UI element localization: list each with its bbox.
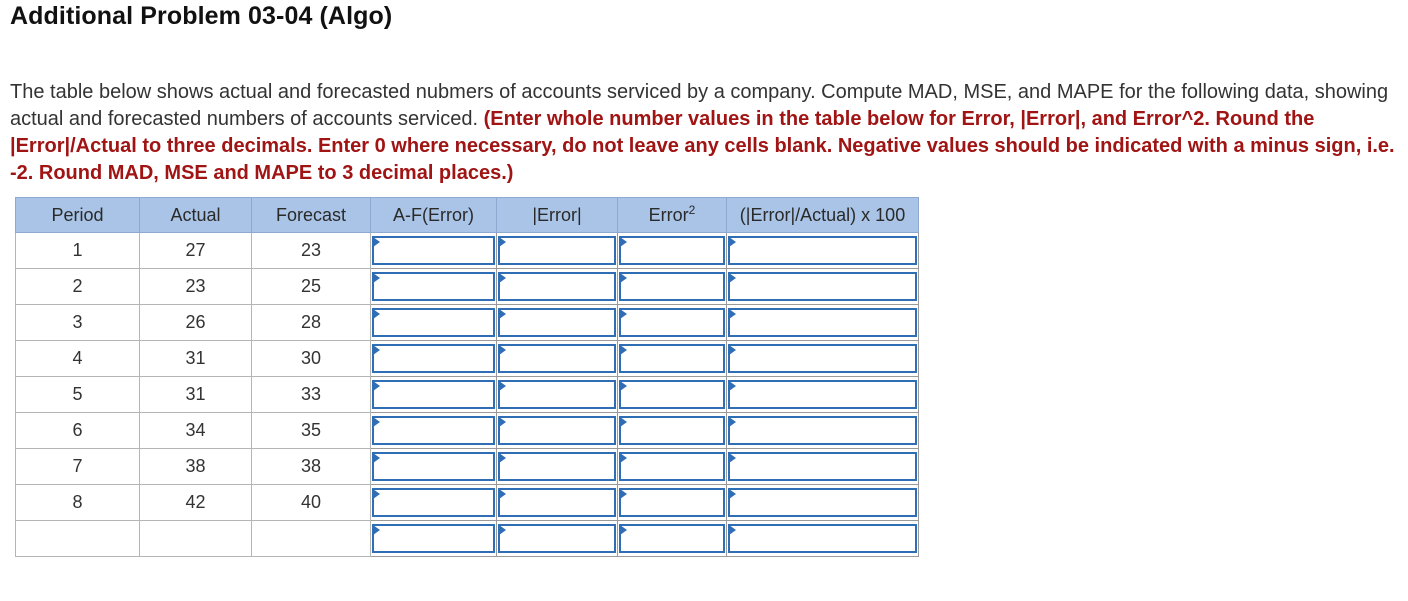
- field-marker-icon: [620, 309, 627, 319]
- table-row: [16, 449, 919, 485]
- cell-forecast: 40: [252, 485, 371, 521]
- table-row: [16, 305, 919, 341]
- cell-forecast: [252, 521, 371, 557]
- error-sq-input[interactable]: [619, 236, 725, 265]
- cell-pct-error: [727, 377, 919, 413]
- field-marker-icon: [373, 525, 380, 535]
- cell-pct-error: [727, 485, 919, 521]
- cell-pct-error: [727, 449, 919, 485]
- cell-error-sq: [618, 485, 727, 521]
- cell-period: 3: [16, 305, 140, 341]
- cell-abs-error: [497, 305, 618, 341]
- field-marker-icon: [373, 417, 380, 427]
- field-marker-icon: [729, 489, 736, 499]
- af-error-input[interactable]: [372, 236, 495, 265]
- cell-af-error: [371, 269, 497, 305]
- pct-error-input[interactable]: [728, 488, 917, 517]
- field-marker-icon: [729, 273, 736, 283]
- cell-error-sq: [618, 377, 727, 413]
- cell-actual: 27: [140, 233, 252, 269]
- cell-af-error: [371, 233, 497, 269]
- header-abs-error: |Error|: [497, 198, 618, 233]
- cell-abs-error: [497, 485, 618, 521]
- cell-period: 2: [16, 269, 140, 305]
- cell-actual: 38: [140, 449, 252, 485]
- af-error-input[interactable]: [372, 488, 495, 517]
- cell-af-error: [371, 413, 497, 449]
- header-pct-error: (|Error|/Actual) x 100: [727, 198, 919, 233]
- field-marker-icon: [620, 417, 627, 427]
- table-row: [16, 413, 919, 449]
- cell-actual: 26: [140, 305, 252, 341]
- cell-error-sq: [618, 521, 727, 557]
- field-marker-icon: [499, 273, 506, 283]
- field-marker-icon: [373, 489, 380, 499]
- problem-instructions: [10, 79, 1400, 187]
- abs-error-input[interactable]: [498, 488, 616, 517]
- cell-actual: 34: [140, 413, 252, 449]
- field-marker-icon: [729, 309, 736, 319]
- error-sq-input[interactable]: [619, 308, 725, 337]
- cell-period: 8: [16, 485, 140, 521]
- cell-pct-error: [727, 269, 919, 305]
- field-marker-icon: [729, 417, 736, 427]
- cell-forecast: 30: [252, 341, 371, 377]
- pct-error-input[interactable]: [728, 380, 917, 409]
- field-marker-icon: [729, 237, 736, 247]
- field-marker-icon: [373, 273, 380, 283]
- cell-pct-error: [727, 305, 919, 341]
- table-body: [16, 233, 919, 557]
- intro-text: The table below shows actual and forecasted nubmers of accounts serviced by a company. Compute MAD, MSE, and MAPE for the following data, showing actual and forecasted numbers of accounts serviced.: [10, 81, 1389, 130]
- field-marker-icon: [499, 309, 506, 319]
- cell-abs-error: [497, 269, 618, 305]
- abs-error-input[interactable]: [498, 416, 616, 445]
- field-marker-icon: [499, 417, 506, 427]
- table-row: [16, 377, 919, 413]
- forecast-error-table: [15, 197, 919, 557]
- cell-period: 7: [16, 449, 140, 485]
- af-error-input[interactable]: [372, 308, 495, 337]
- field-marker-icon: [499, 237, 506, 247]
- cell-period: 4: [16, 341, 140, 377]
- field-marker-icon: [499, 345, 506, 355]
- field-marker-icon: [620, 381, 627, 391]
- table-row: [16, 341, 919, 377]
- error-sq-input[interactable]: [619, 416, 725, 445]
- cell-error-sq: [618, 341, 727, 377]
- cell-pct-error: [727, 341, 919, 377]
- af-error-input[interactable]: [372, 272, 495, 301]
- cell-af-error: [371, 485, 497, 521]
- cell-error-sq: [618, 305, 727, 341]
- table-row: [16, 269, 919, 305]
- pct-error-input[interactable]: [728, 524, 917, 553]
- field-marker-icon: [499, 525, 506, 535]
- table-header-row: [16, 198, 919, 233]
- abs-error-input[interactable]: [498, 236, 616, 265]
- error-sq-input[interactable]: [619, 272, 725, 301]
- cell-forecast: 28: [252, 305, 371, 341]
- field-marker-icon: [729, 381, 736, 391]
- cell-period: [16, 521, 140, 557]
- cell-actual: 23: [140, 269, 252, 305]
- cell-actual: 31: [140, 341, 252, 377]
- field-marker-icon: [620, 489, 627, 499]
- field-marker-icon: [499, 381, 506, 391]
- abs-error-input[interactable]: [498, 380, 616, 409]
- error-sq-input[interactable]: [619, 344, 725, 373]
- entry-instructions: (Enter whole number values in the table below for Error, |Error|, and Error^2. Round the |Error|/Actual to three decimals. Enter 0 where necessary, do not leave any cells blank. Negative values should be indicated with a minus sign, i.e. -2. Round MAD, MSE and MAPE to 3 decimal places.): [10, 108, 1395, 184]
- header-af-error: A-F(Error): [371, 198, 497, 233]
- field-marker-icon: [620, 237, 627, 247]
- header-forecast: Forecast: [252, 198, 371, 233]
- af-error-input[interactable]: [372, 524, 495, 553]
- field-marker-icon: [499, 489, 506, 499]
- cell-abs-error: [497, 449, 618, 485]
- cell-af-error: [371, 341, 497, 377]
- cell-period: 1: [16, 233, 140, 269]
- cell-forecast: 35: [252, 413, 371, 449]
- field-marker-icon: [373, 453, 380, 463]
- cell-af-error: [371, 449, 497, 485]
- af-error-input[interactable]: [372, 416, 495, 445]
- cell-abs-error: [497, 341, 618, 377]
- cell-error-sq: [618, 269, 727, 305]
- abs-error-input[interactable]: [498, 272, 616, 301]
- error-sq-input[interactable]: [619, 524, 725, 553]
- cell-error-sq: [618, 413, 727, 449]
- cell-abs-error: [497, 413, 618, 449]
- cell-forecast: 38: [252, 449, 371, 485]
- cell-abs-error: [497, 521, 618, 557]
- cell-pct-error: [727, 233, 919, 269]
- abs-error-input[interactable]: [498, 452, 616, 481]
- field-marker-icon: [729, 525, 736, 535]
- af-error-input[interactable]: [372, 380, 495, 409]
- error-sq-input[interactable]: [619, 380, 725, 409]
- cell-abs-error: [497, 377, 618, 413]
- pct-error-input[interactable]: [728, 308, 917, 337]
- header-error-squared: [618, 198, 727, 233]
- table-row: [16, 233, 919, 269]
- cell-actual: [140, 521, 252, 557]
- cell-error-sq: [618, 449, 727, 485]
- table-row: [16, 521, 919, 557]
- field-marker-icon: [499, 453, 506, 463]
- field-marker-icon: [729, 453, 736, 463]
- field-marker-icon: [620, 273, 627, 283]
- header-actual: Actual: [140, 198, 252, 233]
- cell-pct-error: [727, 521, 919, 557]
- cell-actual: 42: [140, 485, 252, 521]
- cell-af-error: [371, 521, 497, 557]
- pct-error-input[interactable]: [728, 236, 917, 265]
- field-marker-icon: [373, 309, 380, 319]
- error-sq-input[interactable]: [619, 452, 725, 481]
- table-row: [16, 485, 919, 521]
- pct-error-input[interactable]: [728, 272, 917, 301]
- abs-error-input[interactable]: [498, 524, 616, 553]
- abs-error-input[interactable]: [498, 308, 616, 337]
- cell-period: 6: [16, 413, 140, 449]
- cell-error-sq: [618, 233, 727, 269]
- header-error-squared-base: Error: [648, 204, 689, 225]
- cell-period: 5: [16, 377, 140, 413]
- cell-af-error: [371, 377, 497, 413]
- header-period: Period: [16, 198, 140, 233]
- cell-actual: 31: [140, 377, 252, 413]
- pct-error-input[interactable]: [728, 344, 917, 373]
- cell-forecast: 23: [252, 233, 371, 269]
- field-marker-icon: [620, 525, 627, 535]
- abs-error-input[interactable]: [498, 344, 616, 373]
- af-error-input[interactable]: [372, 344, 495, 373]
- pct-error-input[interactable]: [728, 452, 917, 481]
- cell-forecast: 33: [252, 377, 371, 413]
- af-error-input[interactable]: [372, 452, 495, 481]
- pct-error-input[interactable]: [728, 416, 917, 445]
- field-marker-icon: [620, 453, 627, 463]
- field-marker-icon: [729, 345, 736, 355]
- field-marker-icon: [373, 237, 380, 247]
- cell-abs-error: [497, 233, 618, 269]
- field-marker-icon: [373, 345, 380, 355]
- error-sq-input[interactable]: [619, 488, 725, 517]
- field-marker-icon: [620, 345, 627, 355]
- cell-af-error: [371, 305, 497, 341]
- field-marker-icon: [373, 381, 380, 391]
- cell-forecast: 25: [252, 269, 371, 305]
- header-error-squared-exponent: 2: [688, 202, 696, 217]
- cell-pct-error: [727, 413, 919, 449]
- problem-title: Additional Problem 03-04 (Algo): [10, 2, 393, 30]
